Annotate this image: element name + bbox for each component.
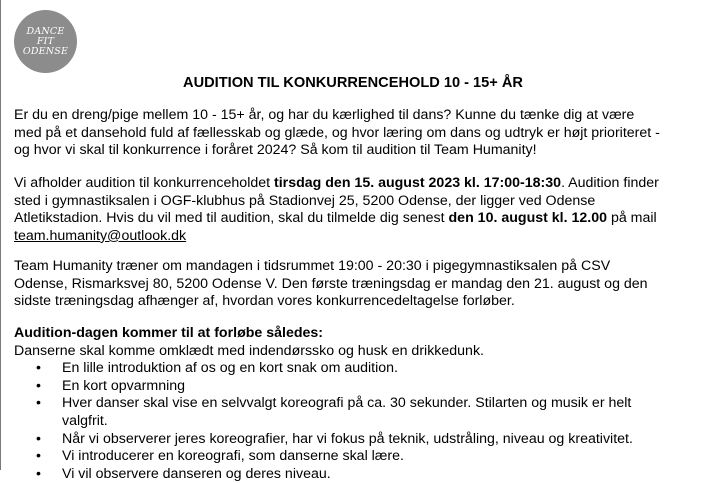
training-paragraph: Team Humanity træner om mandagen i tidsrummet 19:00 - 20:30 i pigegymnastiksalen på CSV Odense, Rismarksvej 80, 5200 Odense V. Den første træningsdag er mandag den 21. august og den sidste træningsdag afhænger af, hvordan vores konkurrencedeltagelse forløber. [14,258,648,310]
signup-deadline: den 10. august kl. 12.00 [448,210,608,227]
logo-line-1: DANCE [26,25,65,37]
list-item: • Vi introducerer en koreografi, som danserne skal lære. [14,448,662,466]
page-title: AUDITION TIL KONKURRENCEHOLD 10 - 15+ ÅR [183,75,523,91]
details-text-1: Vi afholder audition til konkurrenceholdet [14,175,275,191]
intro-paragraph: Er du en dreng/pige mellem 10 - 15+ år, og har du kærlighed til dans? Kunne du tænke dig at være med på et dansehold fuld af fællesskab og glæde, og hvor læring om dans og udtryk er højt prioriteret - og hvor vi skal til konkurrence i foråret 2024? Så kom til audition til Team Humanity! [14,107,660,159]
email-link[interactable]: team.humanity@outlook.dk [14,227,187,244]
details-text-2: . Audition finder sted i gymnastiksalen i OGF-klubhus på Stadionvej 25, 5200 Odense, der ligger ved Odense Atletikstadion. Hvis du vil med til audition, skal du tilmelde dig senest [14,175,659,227]
list-item: • En lille introduktion af os og en kort snak om audition. [14,360,662,378]
details-text-3: på mail [607,210,657,227]
details-paragraph [14,175,664,245]
audition-day-intro: Danserne skal komme omklædt med indendørssko og husk en drikkedunk. [14,342,484,359]
list-item: • Vi vil observere danseren og deres niveau. [14,466,662,483]
audition-day-heading: Audition-dagen kommer til at forløbe således: [14,325,324,341]
list-item: • En kort opvarmning [14,378,662,396]
audition-date: tirsdag den 15. august 2023 kl. 17:00-18:30 [274,175,562,191]
dance-fit-odense-logo [14,10,77,73]
audition-day-section [14,325,664,483]
audition-steps-list [14,360,664,483]
list-item: • Hver danser skal vise en selvvalgt koreografi på ca. 30 sekunder. Stilarten og musik er helt valgfrit. [14,395,662,430]
logo-line-3: ODENSE [22,45,69,57]
logo-line-2: FIT [36,35,55,47]
list-item: • Når vi observerer jeres koreografier, har vi fokus på teknik, udstråling, niveau og kreativitet. [14,431,662,449]
